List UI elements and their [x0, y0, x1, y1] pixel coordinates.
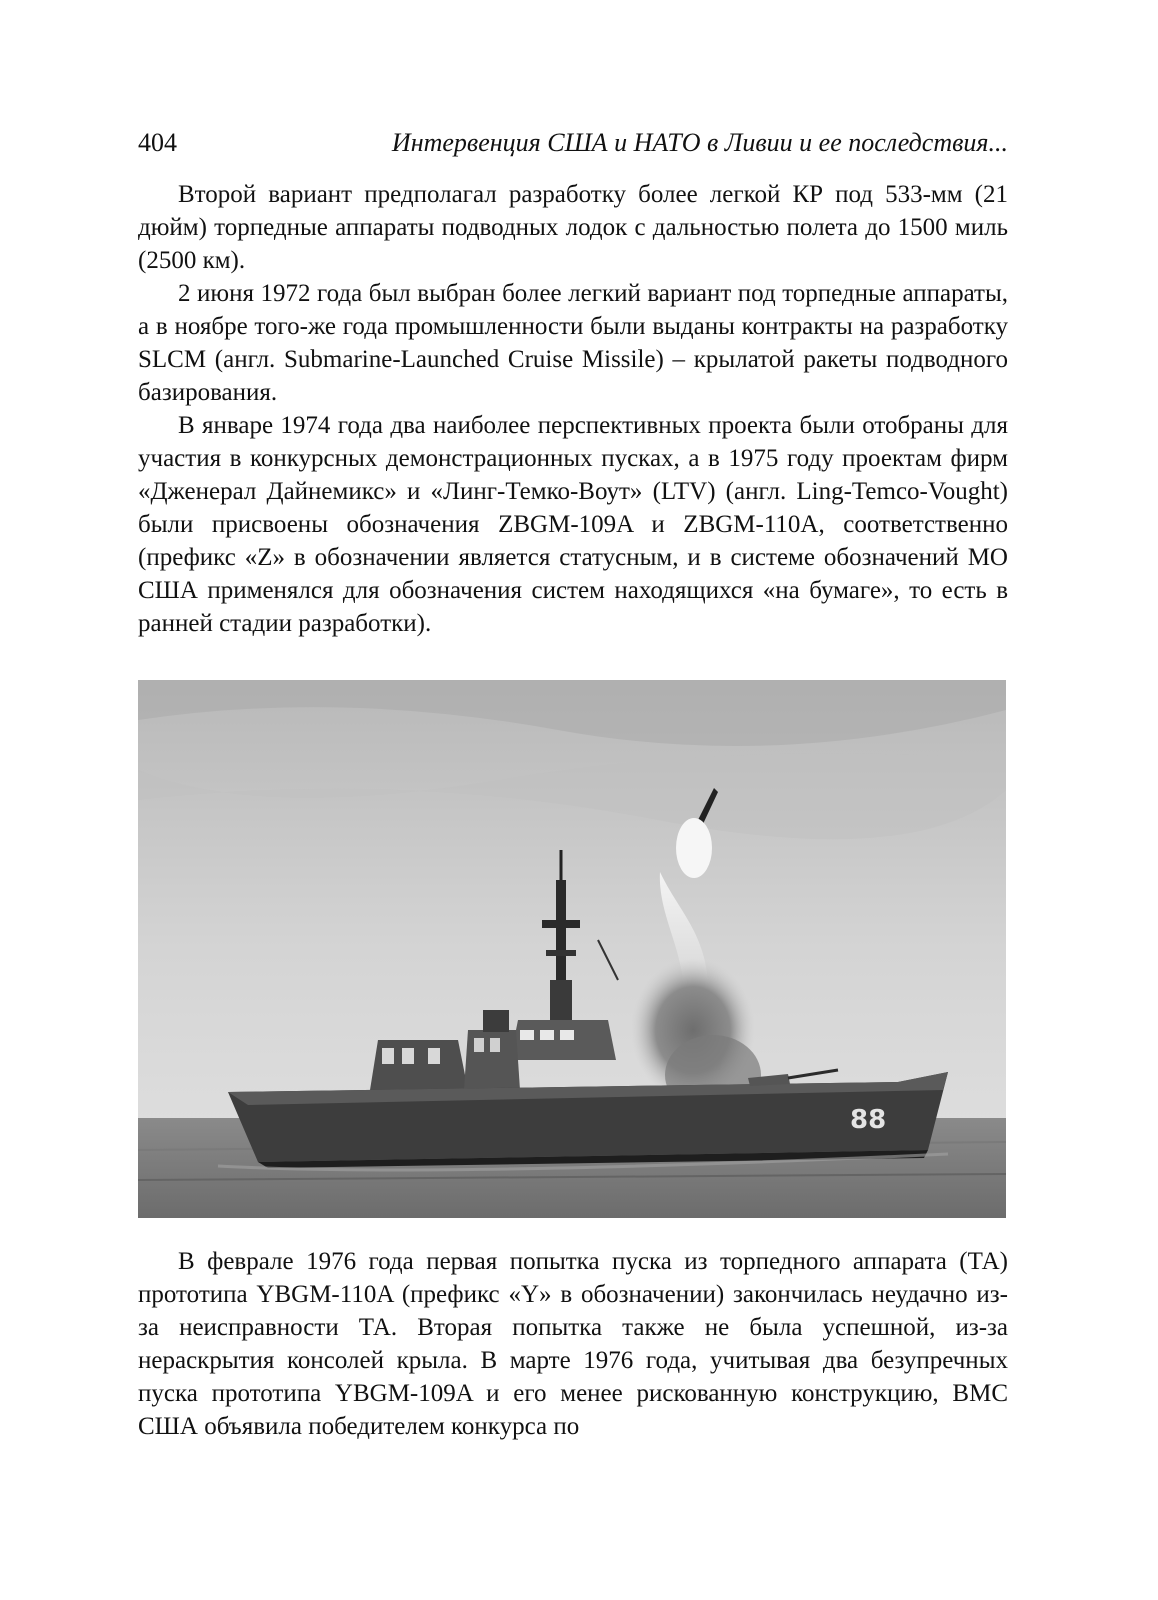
paragraph-4: В феврале 1976 года первая попытка пуска из торпедного аппарата (ТА) прототипа YBGM-110A (префикс «Y» в обозначении) закончилась неудачно из-за неисправности ТА. Вторая попытка также не была успешной, из-за нераскрытия консолей крыла. В марте 1976 года, учитывая два безупречных пуска прототипа YBGM-109A и его менее рискованную конструкцию, ВМС США объявила победителем конкурса по [138, 1248, 1008, 1440]
page-number: 404 [138, 128, 177, 157]
hull-number: 88 [850, 1105, 887, 1135]
page-header [138, 128, 1008, 168]
text-block-bottom [138, 1245, 1008, 1443]
text-block-top [138, 178, 1008, 640]
photo-illustration [138, 680, 1006, 1218]
running-title: Интервенция США и НАТО в Ливии и ее последствия... [391, 128, 1008, 157]
paragraph-3: В январе 1974 года два наиболее перспективных проекта были отобраны для участия в конкурсных демонстрационных пусках, а в 1975 году проектам фирм «Дженерал Дайнемикс» и «Линг-Темко-Воут» (LTV) (англ. Ling-Temco-Vought) были присвоены обозначения ZBGM-109A и ZBGM-110A, соответственно (префикс «Z» в обозначении является статусным, и в системе обозначений МО США применялся для обозначения систем находящихся «на бумаге», то есть в ранней стадии разработки). [138, 412, 1008, 637]
paragraph-2: 2 июня 1972 года был выбран более легкий вариант под торпедные аппараты, а в ноябре того-же года промышленности были выданы контракты на разработку SLCM (англ. Submarine-Launched Cruise Missile) – крылатой ракеты подводного базирования. [138, 280, 1008, 406]
destroyer-missile-launch-photo [138, 680, 1006, 1218]
paragraph-1: Второй вариант предполагал разработку более легкой КР под 533-мм (21 дюйм) торпедные аппараты подводных лодок с дальностью полета до 1500 миль (2500 км). [138, 181, 1008, 274]
